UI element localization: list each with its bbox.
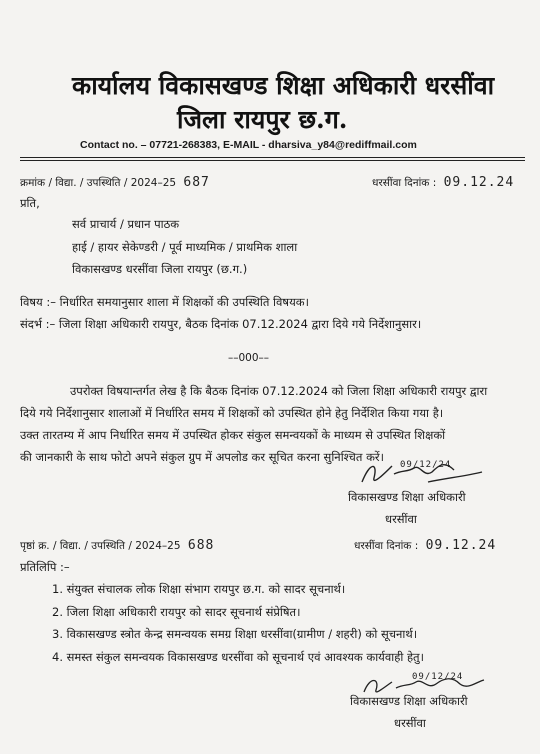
signature-date: 09/12/24 [412, 672, 464, 682]
to-label: प्रति, [20, 196, 40, 210]
copy-label: प्रतिलिपि :– [20, 560, 70, 574]
subject-line: विषय :– निर्धारित समयानुसार शाला में शिक्षकों की उपस्थिति विषयक। [20, 295, 309, 309]
copy-item: 3. विकासखण्ड स्त्रोत केन्द्र समन्वयक समग्र शिक्षा धरसींवा(ग्रामीण / शहरी) को सूचनार्थ। [52, 627, 418, 641]
separator: ––000–– [228, 352, 270, 364]
reference-line: संदर्भ :– जिला शिक्षा अधिकारी रायपुर, बैठक दिनांक 07.12.2024 द्वारा दिये गये निर्देशानुसार। [20, 317, 422, 331]
recipient-line: विकासखण्ड धरसींवा जिला रायपुर (छ.ग.) [72, 262, 248, 276]
office-title: कार्यालय विकासखण्ड शिक्षा अधिकारी धरसींवा [72, 71, 495, 100]
signatory-place: धरसींवा [394, 716, 426, 730]
body-line: उक्त तारतम्य में आप निर्धारित समय में उपस्थित होकर संकुल समन्वयकों के माध्यम से उपस्थित शिक्षकों [20, 428, 446, 442]
copy-item: 1. संयुक्त संचालक लोक शिक्षा संभाग रायपुर छ.ग. को सादर सूचनार्थ। [52, 582, 346, 596]
handwritten-date: 09.12.24 [443, 175, 515, 190]
copy-ref-number: पृष्ठां क्र. / विद्या. / उपस्थिति / 2024–25 688 [20, 538, 215, 553]
copy-item: 4. समस्त संकुल समन्वयक विकासखण्ड धरसींवा को सूचनार्थ एवं आवश्यक कार्यवाही हेतु। [52, 650, 424, 664]
body-line: दिये गये निर्देशानुसार शालाओं में निर्धारित समय में शिक्षकों को उपस्थित होने हेतु निर्देशित किया गया है। [20, 406, 444, 420]
handwritten-date: 09.12.24 [425, 538, 497, 553]
recipient-line: सर्व प्राचार्य / प्रधान पाठक [72, 217, 180, 231]
signatory-title: विकासखण्ड शिक्षा अधिकारी [348, 490, 466, 504]
header-rule [20, 157, 525, 158]
handwritten-ref-number: 688 [187, 538, 215, 553]
signatory-place: धरसींवा [385, 512, 417, 526]
body-line: की जानकारी के साथ फोटो अपने संकुल ग्रुप में अपलोड कर सूचित करना सुनिश्चित करें। [20, 450, 384, 464]
letter-ref-number: क्रमांक / विद्या. / उपस्थिति / 2024–25 687 [20, 175, 210, 190]
contact-line: Contact no. – 07721-268383, E-MAIL - dharsiva_y84@rediffmail.com [80, 139, 417, 151]
letter-date: धरसींवा दिनांक : 09.12.24 [372, 175, 515, 190]
district-title: जिला रायपुर छ.ग. [177, 105, 348, 134]
body-line: उपरोक्त विषयान्तर्गत लेख है कि बैठक दिनांक 07.12.2024 को जिला शिक्षा अधिकारी रायपुर द्वारा [70, 384, 488, 398]
header-rule-second [20, 160, 525, 161]
signatory-title: विकासखण्ड शिक्षा अधिकारी [350, 694, 468, 708]
copy-item: 2. जिला शिक्षा अधिकारी रायपुर को सादर सूचनार्थ संप्रेषित। [52, 605, 301, 619]
recipient-line: हाई / हायर सेकेण्डरी / पूर्व माध्यमिक / प्राथमिक शाला [72, 240, 298, 254]
signature-date: 09/12/24 [400, 460, 452, 470]
handwritten-ref-number: 687 [183, 175, 210, 190]
signature [358, 452, 488, 492]
copy-date: धरसींवा दिनांक : 09.12.24 [354, 538, 497, 553]
